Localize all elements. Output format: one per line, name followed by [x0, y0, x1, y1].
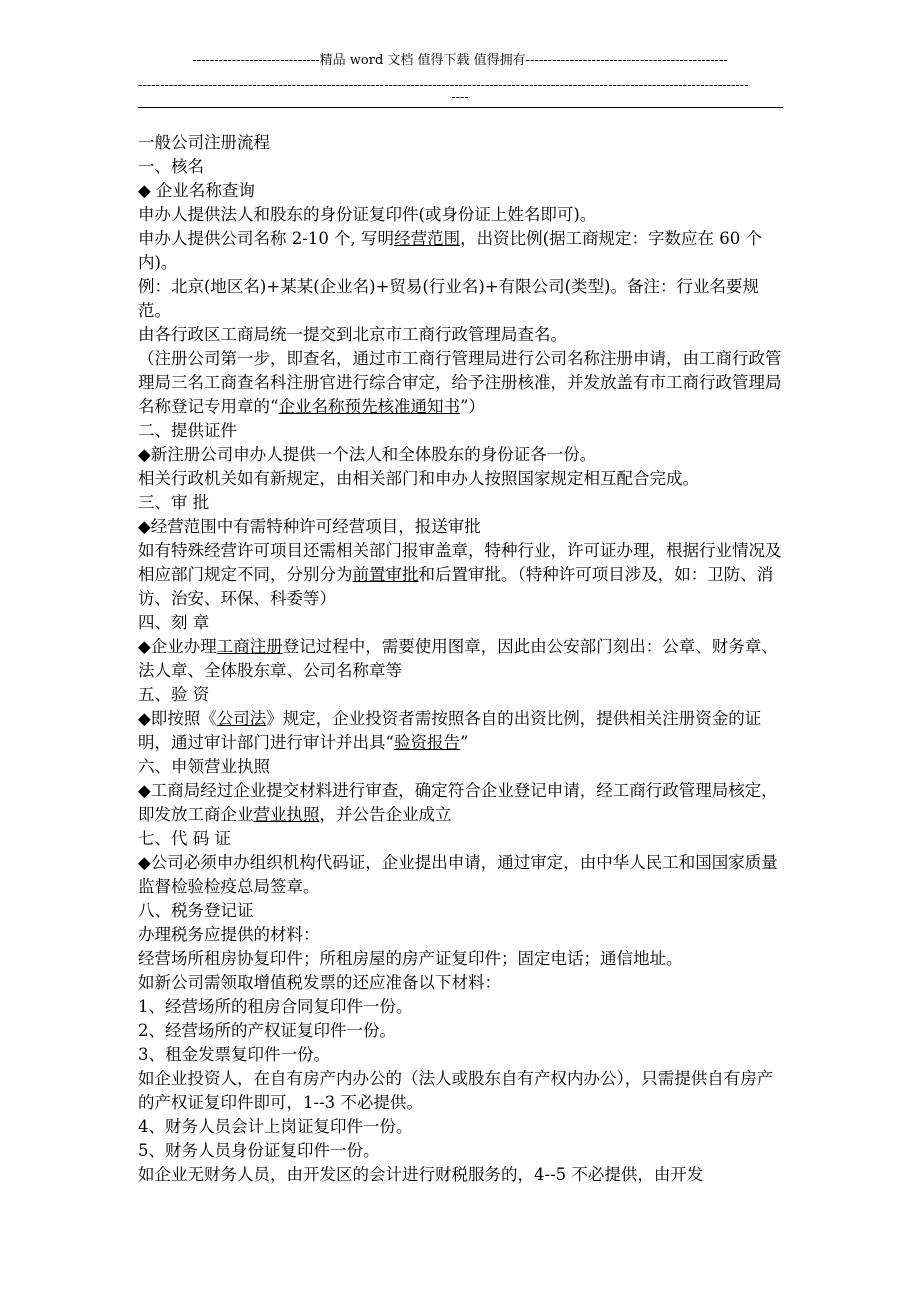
section-heading-6: 六、申领营业执照 [138, 757, 270, 776]
header-divider [138, 107, 783, 108]
list-item: 3、租金发票复印件一份。 [138, 1045, 330, 1064]
list-item: 2、经营场所的产权证复印件一份。 [138, 1021, 396, 1040]
section-heading-8: 八、税务登记证 [138, 901, 254, 920]
link-capital-verification-report[interactable]: 验资报告 [393, 733, 460, 752]
link-company-law[interactable]: 公司法 [216, 709, 267, 728]
paragraph: 办理税务应提供的材料： [138, 925, 320, 944]
section-heading-4: 四、刻 章 [138, 613, 210, 632]
link-business-registration[interactable]: 工商注册 [216, 637, 283, 656]
paragraph: （注册公司第一步，即查名，通过市工商行管理局进行公司名称注册申请，由工商行政管理局三名工商查名科注册官进行综合审定，给予注册核准，并发放盖有市工商行政管理局名称登记专用章的“企业名称预先核准通知书”） [138, 349, 782, 416]
section-heading-7: 七、代 码 证 [138, 829, 231, 848]
paragraph: 相关行政机关如有新规定，由相关部门和申办人按照国家规定相互配合完成。 [138, 469, 699, 488]
paragraph: 申办人提供公司名称 2-10 个, 写明经营范围，出资比例(据工商规定：字数应在 60 个内)。 [138, 229, 762, 272]
paragraph: 申办人提供法人和股东的身份证复印件(或身份证上姓名即可)。 [138, 205, 597, 224]
paragraph: 如企业投资人，在自有房产内办公的（法人或股东自有产权内办公），只需提供自有房产的产权证复印件即可，1--3 不必提供。 [138, 1069, 774, 1112]
paragraph: 例：北京(地区名)+某某(企业名)+贸易(行业名)+有限公司(类型)。备注：行业名要规范。 [138, 277, 759, 320]
section-heading-1: 一、核名 [138, 157, 204, 176]
paragraph: ◆经营范围中有需特种许可经营项目，报送审批 [138, 517, 481, 536]
list-item: 5、财务人员身份证复印件一份。 [138, 1141, 380, 1160]
paragraph: 经营场所租房协复印件；所租房屋的房产证复印件；固定电话；通信地址。 [138, 949, 683, 968]
link-name-approval-notice[interactable]: 企业名称预先核准通知书 [278, 397, 460, 416]
paragraph: 如有特殊经营许可项目还需相关部门报审盖章，特种行业，许可证办理，根据行业情况及相应部门规定不同，分别分为前置审批和后置审批。（特种许可项目涉及，如：卫防、消访、治安、环保、科委等） [138, 541, 782, 608]
document-body [138, 131, 788, 1187]
document-title: 一般公司注册流程 [138, 133, 270, 152]
list-item: 1、经营场所的租房合同复印件一份。 [138, 997, 413, 1016]
section-heading-2: 二、提供证件 [138, 421, 237, 440]
paragraph: ◆新注册公司申办人提供一个法人和全体股东的身份证各一份。 [138, 445, 597, 464]
bullet-name-query: ◆ 企业名称查询 [138, 181, 255, 200]
paragraph: ◆企业办理工商注册登记过程中，需要使用图章，因此由公安部门刻出：公章、财务章、法人章、全体股东章、公司名称章等 [138, 637, 778, 680]
link-business-license[interactable]: 营业执照 [253, 805, 320, 824]
paragraph: 由各行政区工商局统一提交到北京市工商行政管理局查名。 [138, 325, 567, 344]
page-header-dashes-tail: ---- [451, 90, 469, 105]
paragraph: ◆公司必须申办组织机构代码证，企业提出申请，通过审定，由中华人民工和国国家质量监督检验检疫总局签章。 [138, 853, 778, 896]
page-header-dashes: ------------------------------------------------------------------------------------------------------------------------------------------- [138, 78, 749, 93]
page-header-banner: -----------------------------精品 word 文档 值得下载 值得拥有---------------------------------------------- [192, 53, 728, 68]
section-heading-3: 三、审 批 [138, 493, 210, 512]
list-item: 4、财务人员会计上岗证复印件一份。 [138, 1117, 413, 1136]
link-pre-approval[interactable]: 前置审批 [352, 565, 419, 584]
paragraph: 如企业无财务人员，由开发区的会计进行财税服务的，4--5 不必提供，由开发 [138, 1165, 704, 1184]
section-heading-5: 五、验 资 [138, 685, 210, 704]
link-business-scope[interactable]: 经营范围 [394, 229, 461, 248]
paragraph: ◆工商局经过企业提交材料进行审查，确定符合企业登记申请，经工商行政管理局核定，即发放工商企业营业执照，并公告企业成立 [138, 781, 778, 824]
paragraph: ◆即按照《公司法》规定，企业投资者需按照各自的出资比例，提供相关注册资金的证明，通过审计部门进行审计并出具“验资报告” [138, 709, 762, 752]
paragraph: 如新公司需领取增值税发票的还应准备以下材料： [138, 973, 501, 992]
